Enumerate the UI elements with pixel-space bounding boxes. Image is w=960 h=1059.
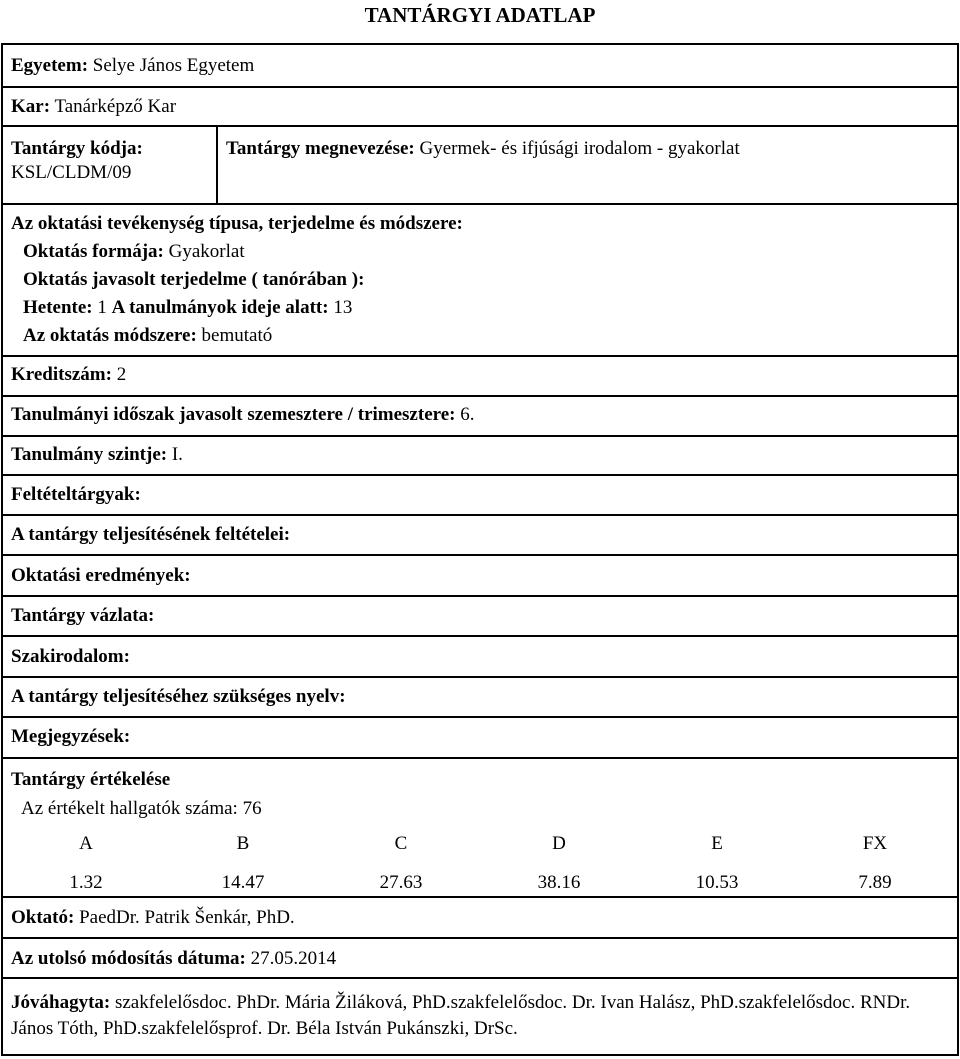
credits-label: Kreditszám:	[11, 364, 112, 385]
semester-row	[3, 395, 957, 437]
activity-method-value: bemutató	[196, 325, 273, 346]
teacher-row	[3, 896, 957, 939]
teacher-label: Oktató:	[11, 907, 75, 928]
approved-value: szakfelelősdoc. PhDr. Mária Žiláková, PhD.szakfelelősdoc. Dr. Ivan Halász, PhD.szakfelelősdoc. RNDr. János Tóth, PhD.szakfelelősprof. Dr. Béla István Pukánszki, DrSc.	[11, 992, 911, 1039]
level-value: I.	[167, 444, 183, 465]
teacher-value: PaedDr. Patrik Šenkár, PhD.	[74, 907, 295, 928]
level-label: Tanulmány szintje:	[11, 444, 168, 465]
last-modified-row	[3, 937, 957, 979]
outline-row	[3, 595, 957, 637]
outcomes-label: Oktatási eredmények:	[11, 565, 191, 586]
activity-scope-label: Oktatás javasolt terjedelme ( tanórában ):	[23, 269, 365, 290]
grade-header-d: D	[552, 833, 566, 854]
semester-value: 6.	[455, 404, 475, 425]
activity-form-label: Oktatás formája:	[23, 241, 164, 262]
activity-heading: Az oktatási tevékenység típusa, terjedelme és módszere:	[11, 213, 463, 234]
course-code-name-row	[3, 125, 957, 205]
notes-row	[3, 716, 957, 759]
last-modified-label: Az utolsó módosítás dátuma:	[11, 948, 246, 969]
activity-method-label: Az oktatás módszere:	[23, 325, 197, 346]
activity-row	[3, 203, 957, 357]
course-datasheet	[1, 43, 959, 1056]
activity-total-value: 13	[328, 297, 353, 318]
conditions-label: A tantárgy teljesítésének feltételei:	[11, 524, 291, 545]
course-name-value: Gyermek- és ifjúsági irodalom - gyakorlat	[414, 138, 740, 159]
language-label: A tantárgy teljesítéséhez szükséges nyelv:	[11, 686, 346, 707]
activity-weekly-value: 1	[92, 297, 112, 318]
course-code-value: KSL/CLDM/09	[11, 162, 132, 183]
evaluation-heading: Tantárgy értékelése	[11, 769, 171, 790]
course-name-label: Tantárgy megnevezése:	[226, 138, 415, 159]
approved-label: Jóváhagyta:	[11, 992, 111, 1013]
semester-label: Tanulmányi időszak javasolt szemesztere / trimesztere:	[11, 404, 456, 425]
grade-value-fx: 7.89	[858, 872, 892, 893]
grade-header-e: E	[711, 833, 723, 854]
faculty-label: Kar:	[11, 96, 51, 117]
document-title: TANTÁRGYI ADATLAP	[364, 3, 596, 27]
activity-form-value: Gyakorlat	[163, 241, 245, 262]
university-row	[3, 45, 957, 86]
prerequisites-label: Feltételtárgyak:	[11, 484, 141, 505]
notes-label: Megjegyzések:	[11, 726, 131, 747]
code-name-divider	[216, 127, 218, 205]
grade-value-e: 10.53	[695, 872, 739, 893]
grade-value-a: 1.32	[69, 872, 103, 893]
activity-weekly-label: Hetente:	[23, 297, 93, 318]
faculty-row	[3, 86, 957, 127]
university-value: Selye János Egyetem	[88, 55, 255, 76]
literature-label: Szakirodalom:	[11, 646, 130, 667]
grade-value-b: 14.47	[221, 872, 265, 893]
outline-label: Tantárgy vázlata:	[11, 605, 155, 626]
language-row	[3, 676, 957, 718]
outcomes-row	[3, 554, 957, 597]
activity-total-label: A tanulmányok ideje alatt:	[111, 297, 329, 318]
literature-row	[3, 635, 957, 678]
credits-row	[3, 355, 957, 397]
grade-header-fx: FX	[862, 833, 888, 854]
grade-value-c: 27.63	[379, 872, 423, 893]
university-label: Egyetem:	[11, 55, 89, 76]
credits-value: 2	[111, 364, 127, 385]
prerequisites-row	[3, 474, 957, 516]
grade-header-c: C	[394, 833, 408, 854]
conditions-row	[3, 514, 957, 556]
faculty-value: Tanárképző Kar	[50, 96, 177, 117]
grade-header-b: B	[236, 833, 250, 854]
course-code-label: Tantárgy kódja:	[11, 138, 143, 159]
grade-value-d: 38.16	[537, 872, 581, 893]
level-row	[3, 435, 957, 476]
last-modified-value: 27.05.2014	[245, 948, 337, 969]
evaluation-row	[3, 757, 957, 898]
grade-header-a: A	[79, 833, 93, 854]
approved-row	[3, 977, 957, 1054]
evaluated-count: Az értékelt hallgatók száma: 76	[21, 798, 262, 819]
